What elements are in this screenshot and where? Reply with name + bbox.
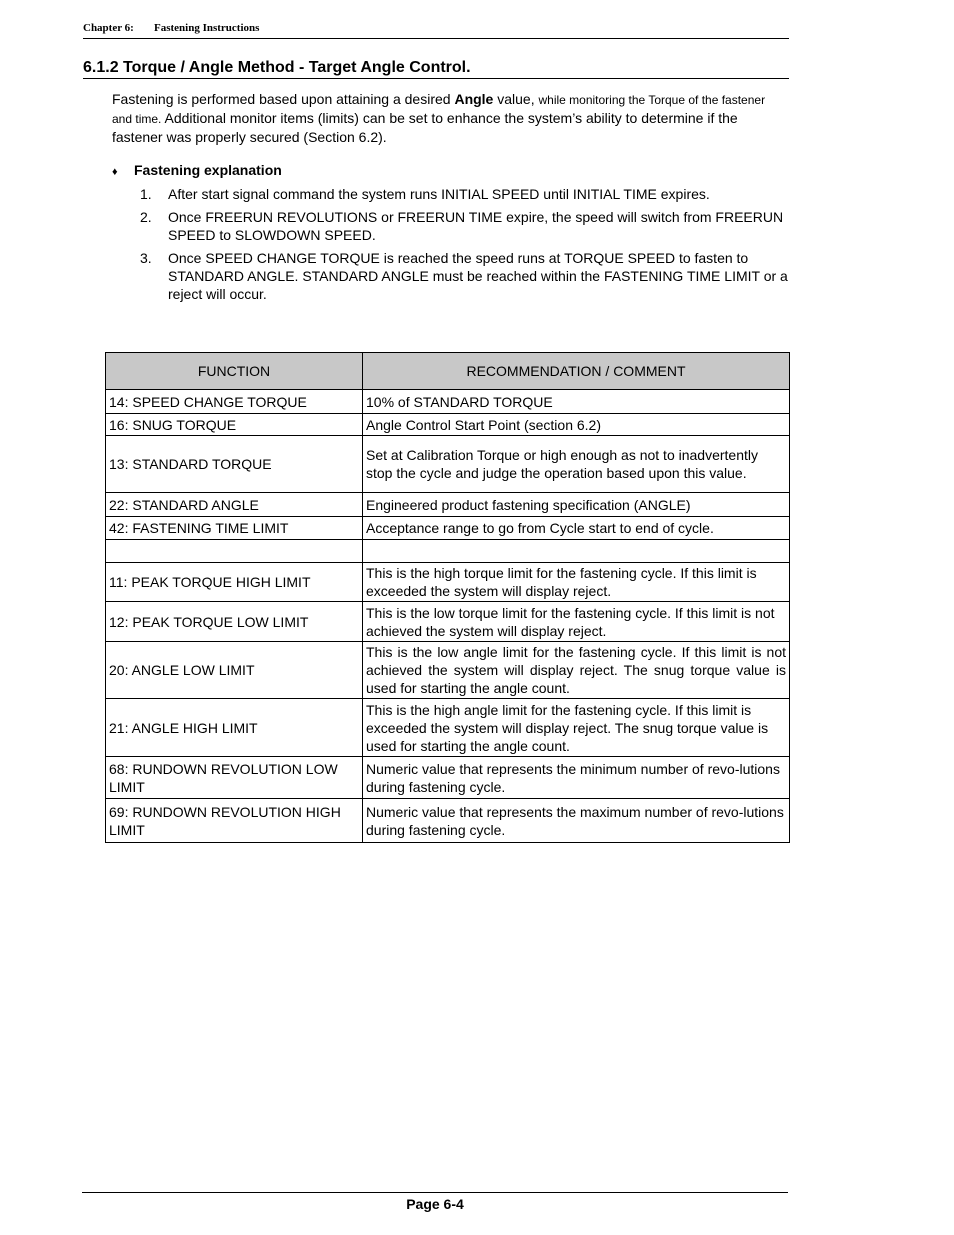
steps-list bbox=[140, 185, 790, 308]
comment-cell: This is the low torque limit for the fastening cycle. If this limit is not achieved the system will display reject. bbox=[363, 602, 790, 642]
table-row bbox=[106, 390, 790, 414]
function-cell: 68: RUNDOWN REVOLUTION LOW LIMIT bbox=[106, 757, 363, 799]
comment-cell bbox=[363, 540, 790, 563]
column-header-comment: RECOMMENDATION / COMMENT bbox=[363, 353, 790, 390]
intro-paragraph bbox=[112, 90, 784, 146]
function-cell bbox=[106, 540, 363, 563]
comment-cell: Set at Calibration Torque or high enough as not to inadvertently stop the cycle and judge the operation based upon this value. bbox=[363, 436, 790, 493]
table-row bbox=[106, 563, 790, 602]
intro-bold-term: Angle bbox=[454, 91, 494, 107]
comment-cell: This is the high torque limit for the fastening cycle. If this limit is exceeded the system will display reject. bbox=[363, 563, 790, 602]
intro-text: value, bbox=[493, 91, 539, 107]
column-header-function: FUNCTION bbox=[106, 353, 363, 390]
function-cell: 21: ANGLE HIGH LIMIT bbox=[106, 699, 363, 757]
bullet-label: Fastening explanation bbox=[134, 162, 282, 178]
comment-cell: Engineered product fastening specification (ANGLE) bbox=[363, 493, 790, 517]
comment-cell: Numeric value that represents the minimum number of revo-lutions during fastening cycle. bbox=[363, 757, 790, 799]
table-row bbox=[106, 699, 790, 757]
table-row bbox=[106, 517, 790, 540]
function-cell: 16: SNUG TORQUE bbox=[106, 414, 363, 436]
table-row bbox=[106, 414, 790, 436]
page-header bbox=[83, 22, 789, 39]
step-number: 3. bbox=[140, 250, 152, 266]
function-cell: 69: RUNDOWN REVOLUTION HIGH LIMIT bbox=[106, 799, 363, 843]
comment-cell: This is the low angle limit for the fastening cycle. If this limit is not achieved the system will display reject. The snug torque value is used for starting the angle count. bbox=[363, 642, 790, 699]
table-row bbox=[106, 436, 790, 493]
step-text: After start signal command the system runs INITIAL SPEED until INITIAL TIME expires. bbox=[168, 186, 710, 202]
table-row bbox=[106, 642, 790, 699]
step-text: Once SPEED CHANGE TORQUE is reached the speed runs at TORQUE SPEED to fasten to STANDARD ANGLE. STANDARD ANGLE must be reached within the FASTENING TIME LIMIT or a reject will occur. bbox=[168, 250, 788, 302]
intro-small-text: while monitoring the Torque of the fastener and time. bbox=[112, 93, 766, 126]
table-row bbox=[106, 493, 790, 517]
comment-cell: 10% of STANDARD TORQUE bbox=[363, 390, 790, 414]
diamond-bullet-icon: ♦ bbox=[112, 166, 118, 178]
list-item bbox=[140, 208, 790, 244]
comment-cell: Angle Control Start Point (section 6.2) bbox=[363, 414, 790, 436]
intro-text: Fastening is performed based upon attaining a desired bbox=[112, 91, 455, 107]
table-row bbox=[106, 540, 790, 563]
section-title: 6.1.2 Torque / Angle Method - Target Angle Control. bbox=[83, 58, 789, 79]
function-table bbox=[105, 352, 790, 843]
page-footer bbox=[82, 1192, 788, 1212]
function-cell: 13: STANDARD TORQUE bbox=[106, 436, 363, 493]
table-row bbox=[106, 602, 790, 642]
step-number: 1. bbox=[140, 186, 152, 202]
table-row bbox=[106, 799, 790, 843]
table-header-row bbox=[106, 353, 790, 390]
function-cell: 12: PEAK TORQUE LOW LIMIT bbox=[106, 602, 363, 642]
table-row bbox=[106, 757, 790, 799]
comment-cell: This is the high angle limit for the fastening cycle. If this limit is exceeded the system will display reject. The snug torque value is used for starting the angle count. bbox=[363, 699, 790, 757]
function-cell: 11: PEAK TORQUE HIGH LIMIT bbox=[106, 563, 363, 602]
function-cell: 42: FASTENING TIME LIMIT bbox=[106, 517, 363, 540]
bullet-heading bbox=[112, 161, 282, 181]
function-cell: 22: STANDARD ANGLE bbox=[106, 493, 363, 517]
intro-text: Additional monitor items (limits) can be set to enhance the system’s ability to determine if the fastener was properly secured (Section 6.2). bbox=[112, 110, 738, 145]
step-number: 2. bbox=[140, 209, 152, 225]
chapter-title: Fastening Instructions bbox=[154, 22, 260, 34]
step-text: Once FREERUN REVOLUTIONS or FREERUN TIME expire, the speed will switch from FREERUN SPEED to SLOWDOWN SPEED. bbox=[168, 209, 784, 243]
chapter-number: Chapter 6: bbox=[83, 22, 134, 34]
comment-cell: Acceptance range to go from Cycle start to end of cycle. bbox=[363, 517, 790, 540]
function-cell: 20: ANGLE LOW LIMIT bbox=[106, 642, 363, 699]
page-number: Page 6-4 bbox=[406, 1196, 464, 1212]
function-cell: 14: SPEED CHANGE TORQUE bbox=[106, 390, 363, 414]
list-item bbox=[140, 185, 790, 203]
comment-cell: Numeric value that represents the maximum number of revo-lutions during fastening cycle. bbox=[363, 799, 790, 843]
list-item bbox=[140, 249, 790, 303]
